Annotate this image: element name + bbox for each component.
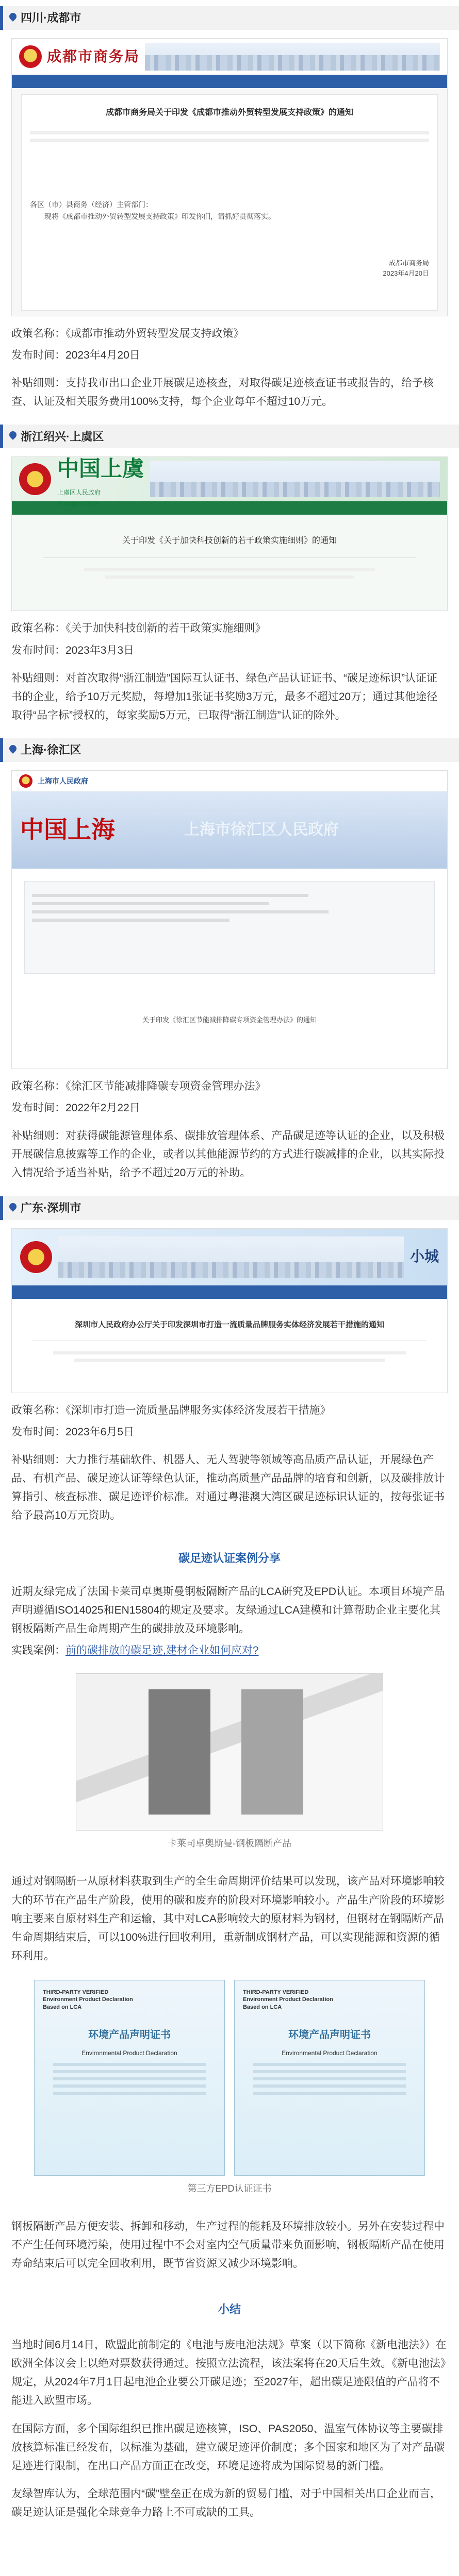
gov-emblem-icon <box>19 45 42 68</box>
region-header-shanghai <box>0 738 459 762</box>
gov-emblem-icon <box>19 774 32 788</box>
site-name: 成都市商务局 <box>47 48 140 64</box>
case-link-line <box>11 1641 448 1660</box>
site-header <box>12 771 447 791</box>
cert-title: 环境产品声明证书 <box>88 2029 171 2041</box>
doc-date: 2023年4月20日 <box>383 269 429 277</box>
screenshot-shanghai <box>11 770 448 1069</box>
certificates <box>34 1980 425 2176</box>
policy-name: 政策名称：《徐汇区节能减排降碳专项资金管理办法》 <box>11 1080 266 1092</box>
section-title-summary: 小结 <box>218 2303 241 2316</box>
notice-area <box>43 535 416 578</box>
gov-emblem-icon <box>19 463 51 495</box>
release-time: 发布时间：2023年4月20日 <box>11 349 140 362</box>
policy-shanghai <box>11 1069 448 1191</box>
region-label: 浙江绍兴·上虞区 <box>21 430 104 443</box>
case-paragraph: 通过对钢隔断一从原材料获取到生产的全生命周期评价结果可以发现，该产品对环境影响较大的环节在产品生产阶段，使用的碳和废弃的阶段对环境影响较小。产品生产阶段的环境影响主要来自原材料生产和运输，其中对LCA影响较大的原材料为钢材，但钢材在钢隔断产品生命周期结束后，可以100%进行回收利用，重新制成钢材产品，可以实现能源和资源的循环利用。 <box>11 1875 445 1962</box>
banner-english: Shangyu China <box>57 499 100 507</box>
cert-head: THIRD-PARTY VERIFIED Environment Product Declaration Based on LCA <box>243 1989 333 2010</box>
certificate-right <box>234 1980 425 2176</box>
policy-name: 政策名称：《成都市推动外贸转型发展支持政策》 <box>11 328 244 340</box>
cert-head: THIRD-PARTY VERIFIED Environment Product Declaration Based on LCA <box>43 1989 133 2010</box>
subsidy-detail: 补贴细则：大力推行基础软件、机器人、无人驾驶等领域等高品质产品认证，开展绿色产品、有机产品、碳足迹认证等绿色认证，推动高质量产品品牌的培育和创新，以及碳排放计算指引、核查标准、碳足迹评价标准。对通过粤港澳大湾区碳足迹标识认证的，按每张证书给予最高10万元资助。 <box>11 1453 445 1522</box>
policy-name: 政策名称：《深圳市打造一流质量品牌服务实体经济发展若干措施》 <box>11 1404 331 1416</box>
partition-panel <box>241 1689 303 1815</box>
city-skyline-image <box>150 461 440 497</box>
gov-banner <box>12 1229 447 1285</box>
doc-body: 现将《成都市推动外贸转型发展支持政策》印发你们，请抓好贯彻落实。 <box>44 212 275 221</box>
case-paragraph: 钢板隔断产品方便安装、拆卸和移动，生产过程的能耗及环境排放较小。另外在安装过程中不产生任何环境污染，使用过程中不会对室内空气质量带来负面影响，钢板隔断产品在使用寿命结束后可以完全回收利用，既节省资源又减少环境影响。 <box>11 2220 445 2270</box>
summary-content <box>11 2328 448 2530</box>
cert-subtitle: Environmental Product Declaration <box>282 2049 378 2057</box>
case-article-link[interactable]: 前的碳排放的碳足迹,建材企业如何应对? <box>65 1645 259 1657</box>
case-analysis <box>11 1864 448 1974</box>
policy-sichuan <box>11 316 448 419</box>
region-label: 上海·徐汇区 <box>21 743 81 757</box>
subsidy-detail: 补贴细则：对获得碳能源管理体系、碳排放管理体系、产品碳足迹等认证的企业，以及积极开展碳信息披露等工作的企业，或者以其他能源节约的方式进行碳减排的企业，以其实际投入情况给予适当补贴，给予不超过20万元的补助。 <box>11 1130 445 1179</box>
case-benefits <box>11 2209 448 2281</box>
summary-paragraph: 当地时间6月14日，欧盟此前制定的《电池与废电池法规》草案（以下简称《新电池法》）在欧洲全体议会上以绝对票数获得通过。按照立法流程，该法案将在20天后生效。《新电池法》规定，从2024年7月1日起电池企业要公开碳足迹；至2027年，超出碳足迹限值的产品将不能进入欧盟市场。 <box>11 2339 447 2407</box>
screenshot-sichuan <box>11 38 448 316</box>
city-skyline-image <box>145 43 440 71</box>
location-pin-icon <box>9 1203 17 1213</box>
banner-overlay: 上海市徐汇区人民政府 <box>184 821 339 839</box>
section-title-case: 碳足迹认证案例分享 <box>178 1552 281 1565</box>
release-time: 发布时间：2023年3月3日 <box>11 644 135 656</box>
policy-guangdong <box>11 1393 448 1534</box>
release-time: 发布时间：2022年2月22日 <box>11 1102 140 1114</box>
doc-title: 深圳市人民政府办公厅关于印发深圳市打造一流质量品牌服务实体经济发展若干措施的通知 <box>74 1320 384 1329</box>
doc-title: 成都市商务局关于印发《成都市推动外贸转型发展支持政策》的通知 <box>105 108 353 117</box>
banner-subtitle: 上虞区人民政府 <box>57 488 101 496</box>
cert-subtitle: Environmental Product Declaration <box>81 2049 177 2057</box>
region-label: 四川·成都市 <box>21 11 81 25</box>
cert-caption: 第三方EPD认证证书 <box>187 2183 272 2194</box>
summary-paragraph: 在国际方面，多个国际组织已推出碳足迹核算，ISO、PAS2050、温室气体协议等主要碳排放核算标准已经发布，以标准为基础，建立碳足迹评价制度；多个国家和地区为了对产品碳足迹进行限制，在出口产品方面正在改变，环境足迹将成为国际贸易的新门槛。 <box>11 2422 445 2472</box>
certificate-left <box>34 1980 225 2176</box>
nav-bar <box>12 1285 447 1299</box>
article-page <box>0 6 459 2551</box>
doc-title: 关于印发《关于加快科技创新的若干政策实施细则》的通知 <box>122 536 337 546</box>
location-pin-icon <box>9 745 17 755</box>
document-meta <box>24 881 435 974</box>
policy-name: 政策名称：《关于加快科技创新的若干政策实施细则》 <box>11 622 266 635</box>
case-paragraph: 近期友绿完成了法国卡莱司卓奥斯曼钢板隔断产品的LCA研究及EPD认证。本项目环境产品声明遵循ISO14025和EN15804的规定及要求。友绿通过LCA建模和计算帮助企业主要化其钢板隔断产品生命周期产生的碳排放及环境影响。 <box>11 1586 445 1635</box>
summary-paragraph: 友绿智库认为，全球范围内“碳”壁垒正在成为新的贸易门槛，对于中国相关出口企业而言，碳足迹认证是强化全球竞争力路上不可或缺的工具。 <box>11 2487 441 2518</box>
policy-zhejiang <box>11 611 448 733</box>
nav-bar <box>12 75 447 88</box>
link-prefix: 实践案例： <box>11 1645 65 1657</box>
region-label: 广东·深圳市 <box>21 1201 81 1214</box>
doc-recipients: 各区（市）县商务（经济）主管部门： <box>30 200 153 209</box>
banner-title: 小城 <box>409 1248 439 1265</box>
region-header-sichuan <box>0 6 459 30</box>
doc-meta-title: 关于印发《徐汇区节能减排降碳专项资金管理办法》的通知 <box>142 1015 317 1024</box>
location-pin-icon <box>9 13 17 23</box>
screenshot-guangdong <box>11 1228 448 1393</box>
site-name: 上海市人民政府 <box>38 776 88 785</box>
city-skyline-image <box>58 1236 404 1278</box>
gov-banner <box>12 791 447 869</box>
site-header <box>12 39 447 75</box>
screenshot-zhejiang <box>11 456 448 611</box>
region-header-zhejiang <box>0 425 459 448</box>
subsidy-detail: 补贴细则：对首次取得“浙江制造”国际互认证书、绿色产品认证证书、“碳足迹标识”认证证书的企业，给予10万元奖励，每增加1张证书奖励3万元，最多不超过20万；通过其他途径取得“品字标”授权的，每家奖励5万元，已取得“浙江制造”认证的除外。 <box>11 672 438 721</box>
subsidy-detail: 补贴细则：支持我市出口企业开展碳足迹核查，对取得碳足迹核查证书或报告的，给予核查、认证及相关服务费用100%支持，每个企业每年不超过10万元。 <box>11 377 434 408</box>
region-header-guangdong <box>0 1196 459 1220</box>
case-intro <box>11 1574 448 1668</box>
notice-area <box>32 1319 427 1362</box>
photo-caption: 卡莱司卓奥斯曼-钢板隔断产品 <box>168 1838 291 1849</box>
gov-banner <box>12 456 447 507</box>
banner-title: 中国上海 <box>20 816 115 843</box>
gov-emblem-icon <box>20 1241 52 1273</box>
location-pin-icon <box>9 431 17 442</box>
document-paper <box>21 94 438 311</box>
banner-title: 中国上虞 <box>57 456 144 481</box>
release-time: 发布时间：2023年6月5日 <box>11 1426 135 1438</box>
product-photo <box>76 1673 383 1831</box>
partition-panel <box>149 1689 210 1815</box>
doc-org: 成都市商务局 <box>388 259 429 267</box>
cert-title: 环境产品声明证书 <box>288 2029 371 2041</box>
